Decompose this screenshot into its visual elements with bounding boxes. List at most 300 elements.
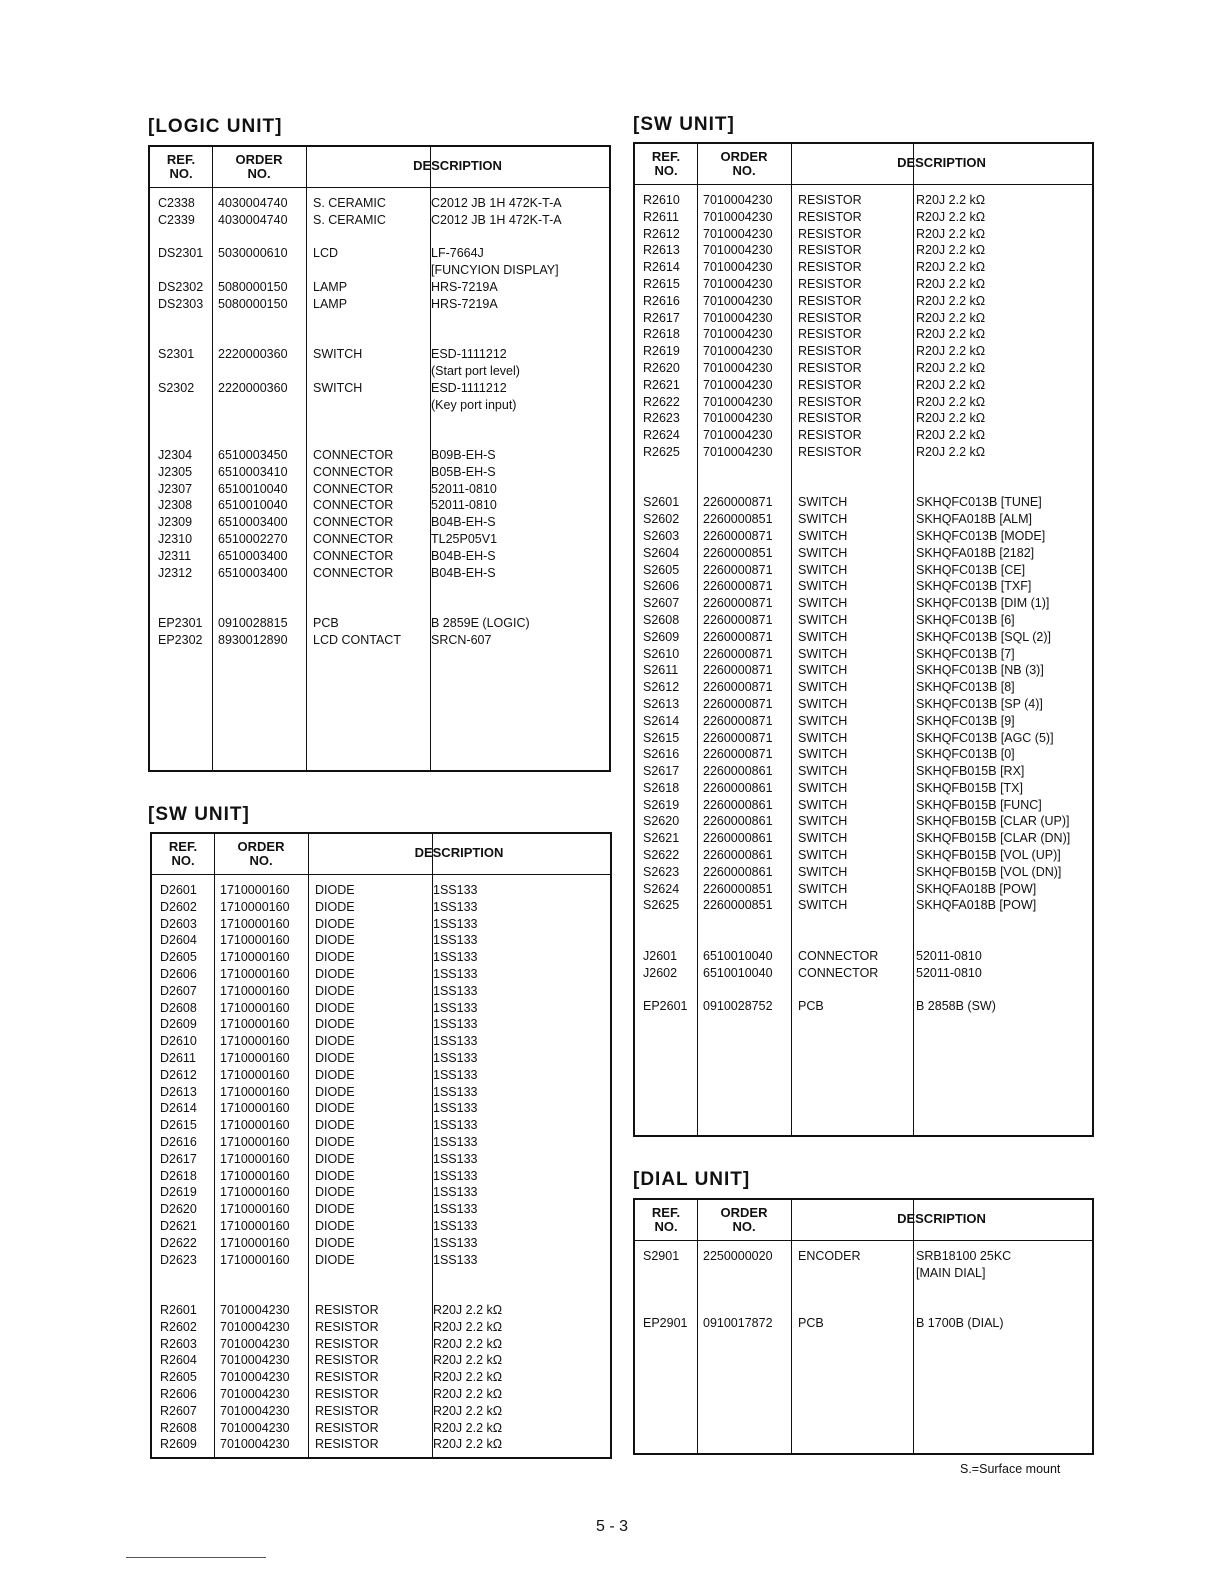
table-row xyxy=(152,1201,610,1218)
table-row xyxy=(635,293,1092,310)
description-cell: DIODE xyxy=(315,1168,355,1183)
ref-no-cell: EP2301 xyxy=(158,615,203,630)
table-row xyxy=(635,394,1092,411)
description-cell: DIODE xyxy=(315,1000,355,1015)
part-spec-cell: 1SS133 xyxy=(433,1017,478,1032)
table-row xyxy=(150,531,609,548)
table-row xyxy=(635,427,1092,444)
ref-no-cell: R2617 xyxy=(643,310,680,325)
description-cell: PCB xyxy=(798,1316,824,1331)
table-row xyxy=(635,343,1092,360)
order-no-cell: 2260000851 xyxy=(703,545,773,560)
order-no-cell: 0910017872 xyxy=(703,1316,773,1331)
table-row xyxy=(635,830,1092,847)
description-cell: RESISTOR xyxy=(798,394,862,409)
description-cell: RESISTOR xyxy=(798,260,862,275)
description-cell: DIODE xyxy=(315,899,355,914)
ref-no-cell: D2615 xyxy=(160,1118,197,1133)
ref-no-cell: S2603 xyxy=(643,528,680,543)
ref-no-cell: J2307 xyxy=(158,481,193,496)
ref-no-cell: D2601 xyxy=(160,883,197,897)
description-cell: CONNECTOR xyxy=(313,464,394,479)
description-cell: SWITCH xyxy=(798,512,848,527)
order-no-cell: 4030004740 xyxy=(218,196,288,210)
part-spec-cell: 1SS133 xyxy=(433,1168,478,1183)
description-cell: CONNECTOR xyxy=(313,565,394,580)
table-row xyxy=(152,1235,610,1252)
table-body xyxy=(635,192,1092,1015)
part-spec-cell: R20J 2.2 kΩ xyxy=(916,444,986,459)
description-cell: RESISTOR xyxy=(798,444,862,459)
part-spec-cell: 1SS133 xyxy=(433,1151,478,1166)
part-spec-cell: 1SS133 xyxy=(433,1134,478,1149)
header-divider xyxy=(635,184,1092,185)
part-spec-cell: 1SS133 xyxy=(433,1118,478,1133)
order-no-cell: 5080000150 xyxy=(218,296,288,311)
table-body xyxy=(635,1248,1092,1332)
part-spec-cell: TL25P05V1 xyxy=(431,531,498,546)
order-no-cell: 1710000160 xyxy=(220,1084,290,1099)
table-body xyxy=(150,195,609,649)
table-row xyxy=(635,494,1092,511)
table-row xyxy=(152,1319,610,1336)
order-no-cell: 7010004230 xyxy=(220,1370,290,1385)
part-spec-cell: SKHQFC013B [AGC (5)] xyxy=(916,730,1054,745)
table-row xyxy=(150,380,609,397)
part-spec-cell: ESD-1111212 xyxy=(431,380,507,395)
order-no-cell: 1710000160 xyxy=(220,1034,290,1049)
ref-no-cell: S2302 xyxy=(158,380,195,395)
description-cell: SWITCH xyxy=(798,528,848,543)
part-spec-cell: 1SS133 xyxy=(433,1185,478,1200)
description-cell: SWITCH xyxy=(798,780,848,795)
table-row xyxy=(635,562,1092,579)
table-row xyxy=(150,279,609,296)
ref-no-cell: R2615 xyxy=(643,276,680,291)
ref-no-cell: D2611 xyxy=(160,1050,196,1065)
part-spec-cell: 52011-0810 xyxy=(431,498,497,513)
blank-row xyxy=(150,430,609,447)
part-spec-cell: 1SS133 xyxy=(433,883,478,897)
part-spec-cell: (Key port input) xyxy=(431,397,517,412)
order-no-cell: 7010004230 xyxy=(703,344,773,359)
description-cell: DIODE xyxy=(315,1067,355,1082)
description-cell: CONNECTOR xyxy=(798,965,879,980)
description-cell: DIODE xyxy=(315,950,355,965)
order-no-cell: 7010004230 xyxy=(220,1403,290,1418)
order-no-cell: 2260000861 xyxy=(703,780,773,795)
description-cell: DIODE xyxy=(315,1017,355,1032)
part-spec-cell: SKHQFA018B [2182] xyxy=(916,545,1035,560)
table-row xyxy=(152,1369,610,1386)
part-spec-cell: R20J 2.2 kΩ xyxy=(916,394,986,409)
table-row xyxy=(152,1050,610,1067)
order-no-cell: 7010004230 xyxy=(703,193,773,207)
ref-no-cell: S2613 xyxy=(643,696,680,711)
description-cell: LAMP xyxy=(313,296,348,311)
part-spec-cell: SKHQFB015B [RX] xyxy=(916,764,1025,779)
blank-row xyxy=(635,931,1092,948)
part-spec-cell: SKHQFB015B [CLAR (DN)] xyxy=(916,831,1071,846)
ref-no-cell: D2603 xyxy=(160,916,197,931)
order-no-cell: 1710000160 xyxy=(220,916,290,931)
part-spec-cell: B04B-EH-S xyxy=(431,565,496,580)
order-no-cell: 2260000871 xyxy=(703,579,773,594)
ref-no-cell: S2604 xyxy=(643,545,680,560)
table-row xyxy=(152,932,610,949)
description-cell: RESISTOR xyxy=(315,1319,379,1334)
description-cell: DIODE xyxy=(315,883,355,897)
blank-row xyxy=(635,914,1092,931)
table-row xyxy=(150,363,609,380)
description-cell: PCB xyxy=(798,999,824,1014)
order-no-cell: 2260000871 xyxy=(703,596,773,611)
order-no-cell: 2260000871 xyxy=(703,528,773,543)
order-no-cell: 2260000861 xyxy=(703,831,773,846)
table-row xyxy=(635,679,1092,696)
order-no-cell: 2260000861 xyxy=(703,848,773,863)
description-cell: SWITCH xyxy=(798,713,848,728)
ref-no-cell: R2607 xyxy=(160,1403,197,1418)
order-no-cell: 7010004230 xyxy=(703,209,773,224)
ref-no-cell: D2623 xyxy=(160,1252,197,1267)
description-cell: CONNECTOR xyxy=(313,515,394,530)
table-row xyxy=(635,847,1092,864)
description-cell: SWITCH xyxy=(798,545,848,560)
table-row xyxy=(150,212,609,229)
ref-no-cell: S2615 xyxy=(643,730,680,745)
table-row xyxy=(635,713,1092,730)
table-row xyxy=(152,1084,610,1101)
table-row xyxy=(152,1386,610,1403)
table-row xyxy=(635,948,1092,965)
order-no-cell: 1710000160 xyxy=(220,883,290,897)
order-no-cell: 7010004230 xyxy=(220,1437,290,1452)
table-row xyxy=(635,259,1092,276)
ref-no-cell: R2601 xyxy=(160,1302,197,1317)
description-cell: DIODE xyxy=(315,1084,355,1099)
part-spec-cell: SKHQFA018B [POW] xyxy=(916,881,1037,896)
table-row xyxy=(635,998,1092,1015)
order-no-cell: 1710000160 xyxy=(220,966,290,981)
part-spec-cell: 52011-0810 xyxy=(431,481,497,496)
part-spec-cell: 1SS133 xyxy=(433,1101,478,1116)
order-no-cell: 0910028815 xyxy=(218,615,288,630)
table-row xyxy=(150,615,609,632)
table-row xyxy=(635,511,1092,528)
part-spec-cell: SKHQFC013B [0] xyxy=(916,747,1015,762)
order-no-cell: 6510010040 xyxy=(218,481,288,496)
order-no-cell: 2260000871 xyxy=(703,629,773,644)
order-no-cell: 2260000871 xyxy=(703,680,773,695)
description-cell: S. CERAMIC xyxy=(313,196,386,210)
ref-no-cell: R2605 xyxy=(160,1370,197,1385)
table-row xyxy=(150,195,609,212)
table-row xyxy=(152,1252,610,1269)
part-spec-cell: SKHQFC013B [TUNE] xyxy=(916,495,1042,510)
part-spec-cell: 1SS133 xyxy=(433,1235,478,1250)
table-row xyxy=(635,1315,1092,1332)
description-cell: RESISTOR xyxy=(315,1336,379,1351)
table-row xyxy=(150,565,609,582)
ref-no-cell: R2606 xyxy=(160,1386,197,1401)
table-row xyxy=(635,242,1092,259)
description-cell: RESISTOR xyxy=(798,344,862,359)
blank-row xyxy=(635,461,1092,478)
table-row xyxy=(150,548,609,565)
table-row xyxy=(635,1265,1092,1282)
description-cell: RESISTOR xyxy=(798,360,862,375)
table-row xyxy=(152,1067,610,1084)
order-no-cell: 7010004230 xyxy=(703,377,773,392)
description-cell: RESISTOR xyxy=(315,1370,379,1385)
table-row xyxy=(635,377,1092,394)
table-row xyxy=(150,497,609,514)
order-no-cell: 6510003400 xyxy=(218,565,288,580)
order-no-cell: 1710000160 xyxy=(220,1218,290,1233)
table-row xyxy=(635,730,1092,747)
part-spec-cell: SKHQFC013B [MODE] xyxy=(916,528,1046,543)
order-no-cell: 2260000871 xyxy=(703,730,773,745)
order-no-cell: 2260000871 xyxy=(703,663,773,678)
part-spec-cell: 1SS133 xyxy=(433,1067,478,1082)
part-spec-cell: SRB18100 25KC xyxy=(916,1249,1012,1263)
ref-no-cell: DS2301 xyxy=(158,246,204,261)
description-cell: DIODE xyxy=(315,1134,355,1149)
part-spec-cell: B 1700B (DIAL) xyxy=(916,1316,1004,1331)
description-header: DESCRIPTION xyxy=(897,155,986,170)
ref-no-cell: EP2302 xyxy=(158,632,203,647)
ref-no-cell: D2614 xyxy=(160,1101,197,1116)
ref-no-cell: R2623 xyxy=(643,411,680,426)
order-no-cell: 2260000871 xyxy=(703,696,773,711)
ref-no-cell: R2618 xyxy=(643,327,680,342)
order-no-cell: 2260000851 xyxy=(703,881,773,896)
part-spec-cell: R20J 2.2 kΩ xyxy=(433,1386,503,1401)
order-no-cell: 1710000160 xyxy=(220,1017,290,1032)
header-divider xyxy=(152,874,610,875)
header-divider xyxy=(635,1240,1092,1241)
ref-no-cell: R2604 xyxy=(160,1353,197,1368)
part-spec-cell: SKHQFA018B [POW] xyxy=(916,898,1037,913)
description-cell: DIODE xyxy=(315,933,355,948)
order-no-cell: 6510003450 xyxy=(218,447,288,462)
part-spec-cell: R20J 2.2 kΩ xyxy=(433,1403,503,1418)
description-cell: CONNECTOR xyxy=(313,548,394,563)
part-spec-cell: SKHQFC013B [8] xyxy=(916,680,1015,695)
blank-row xyxy=(150,329,609,346)
description-cell: ENCODER xyxy=(798,1249,861,1263)
description-cell: CONNECTOR xyxy=(313,498,394,513)
order-no-cell: 2260000851 xyxy=(703,512,773,527)
part-spec-cell: R20J 2.2 kΩ xyxy=(433,1302,503,1317)
ref-no-cell: J2304 xyxy=(158,447,193,462)
table-row xyxy=(635,276,1092,293)
table-row xyxy=(150,447,609,464)
table-row xyxy=(635,629,1092,646)
order-no-cell: 7010004230 xyxy=(220,1420,290,1435)
order-no-cell: 7010004230 xyxy=(703,276,773,291)
part-spec-cell: 1SS133 xyxy=(433,899,478,914)
ref-no-cell: J2310 xyxy=(158,531,193,546)
ref-no-cell: R2624 xyxy=(643,428,680,443)
part-spec-cell: 1SS133 xyxy=(433,1084,478,1099)
description-cell: RESISTOR xyxy=(798,293,862,308)
part-spec-cell: B04B-EH-S xyxy=(431,548,496,563)
part-spec-cell: SKHQFB015B [VOL (DN)] xyxy=(916,864,1062,879)
part-spec-cell: SKHQFC013B [7] xyxy=(916,646,1015,661)
order-no-cell: 7010004230 xyxy=(703,394,773,409)
description-cell: SWITCH xyxy=(798,797,848,812)
ref-no-cell: R2614 xyxy=(643,260,680,275)
description-cell: DIODE xyxy=(315,1034,355,1049)
ref-no-cell: C2338 xyxy=(158,196,195,210)
part-spec-cell: R20J 2.2 kΩ xyxy=(916,193,986,207)
order-no-cell: 2260000871 xyxy=(703,747,773,762)
order-no-cell: 1710000160 xyxy=(220,1202,290,1217)
part-spec-cell: SKHQFC013B [SQL (2)] xyxy=(916,629,1051,644)
order-no-cell: 1710000160 xyxy=(220,1151,290,1166)
ref-no-cell: J2309 xyxy=(158,515,193,530)
blank-row xyxy=(150,598,609,615)
order-no-cell: 2260000871 xyxy=(703,612,773,627)
blank-row xyxy=(635,478,1092,495)
ref-no-cell: D2609 xyxy=(160,1017,197,1032)
description-cell: DIODE xyxy=(315,1235,355,1250)
table-row xyxy=(150,346,609,363)
ref-no-cell: DS2303 xyxy=(158,296,204,311)
order-no-cell: 5030000610 xyxy=(218,246,288,261)
ref-no-cell: S2617 xyxy=(643,764,680,779)
table-row xyxy=(152,966,610,983)
table-row xyxy=(152,983,610,1000)
ref-no-cell: S2624 xyxy=(643,881,680,896)
order-no-cell: 2260000861 xyxy=(703,764,773,779)
blank-row xyxy=(152,1268,610,1285)
description-cell: CONNECTOR xyxy=(798,948,879,963)
part-spec-cell: B05B-EH-S xyxy=(431,464,496,479)
order-no-cell: 7010004230 xyxy=(703,243,773,258)
order-no-cell: 1710000160 xyxy=(220,1101,290,1116)
part-spec-cell: 1SS133 xyxy=(433,1050,478,1065)
description-cell: RESISTOR xyxy=(798,243,862,258)
part-spec-cell: SKHQFB015B [VOL (UP)] xyxy=(916,848,1061,863)
blank-row xyxy=(635,1282,1092,1299)
ref-no-cell: S2616 xyxy=(643,747,680,762)
order-no-cell: 7010004230 xyxy=(220,1386,290,1401)
ref-no-cell: S2605 xyxy=(643,562,680,577)
description-cell: RESISTOR xyxy=(798,193,862,207)
part-spec-cell: R20J 2.2 kΩ xyxy=(916,310,986,325)
table-row xyxy=(152,1420,610,1437)
logic-unit-table xyxy=(148,145,611,772)
part-spec-cell: C2012 JB 1H 472K-T-A xyxy=(431,196,562,210)
description-cell: PCB xyxy=(313,615,339,630)
part-spec-cell: SRCN-607 xyxy=(431,632,492,647)
ref-no-header: REF. NO. xyxy=(651,1205,681,1234)
logic-unit-title: [LOGIC UNIT] xyxy=(148,116,283,137)
part-spec-cell: SKHQFB015B [TX] xyxy=(916,780,1023,795)
description-cell: RESISTOR xyxy=(798,276,862,291)
ref-no-cell: R2603 xyxy=(160,1336,197,1351)
part-spec-cell: SKHQFC013B [6] xyxy=(916,612,1015,627)
order-no-header: ORDER NO. xyxy=(720,1205,768,1234)
part-spec-cell: 1SS133 xyxy=(433,1202,478,1217)
table-row xyxy=(150,481,609,498)
order-no-cell: 1710000160 xyxy=(220,933,290,948)
part-spec-cell: R20J 2.2 kΩ xyxy=(433,1370,503,1385)
table-row xyxy=(152,1100,610,1117)
description-cell: SWITCH xyxy=(798,898,848,913)
part-spec-cell: R20J 2.2 kΩ xyxy=(433,1319,503,1334)
table-row xyxy=(152,916,610,933)
description-cell: S. CERAMIC xyxy=(313,212,386,227)
part-spec-cell: 1SS133 xyxy=(433,983,478,998)
table-row xyxy=(635,226,1092,243)
part-spec-cell: (Start port level) xyxy=(431,363,520,378)
description-cell: RESISTOR xyxy=(798,310,862,325)
ref-no-cell: S2609 xyxy=(643,629,680,644)
table-row xyxy=(152,949,610,966)
ref-no-cell: S2608 xyxy=(643,612,680,627)
description-cell: RESISTOR xyxy=(315,1437,379,1452)
table-row xyxy=(635,965,1092,982)
order-no-cell: 1710000160 xyxy=(220,983,290,998)
ref-no-cell: J2311 xyxy=(158,548,192,563)
ref-no-cell: S2611 xyxy=(643,663,679,678)
ref-no-cell: R2620 xyxy=(643,360,680,375)
table-body xyxy=(152,882,610,1453)
part-spec-cell: R20J 2.2 kΩ xyxy=(433,1353,503,1368)
part-spec-cell: R20J 2.2 kΩ xyxy=(916,360,986,375)
order-no-cell: 1710000160 xyxy=(220,1252,290,1267)
table-row xyxy=(152,1151,610,1168)
part-spec-cell: HRS-7219A xyxy=(431,279,498,294)
blank-row xyxy=(635,1298,1092,1315)
description-cell: SWITCH xyxy=(798,814,848,829)
table-row xyxy=(152,1352,610,1369)
order-no-header: ORDER NO. xyxy=(720,149,768,178)
part-spec-cell: B09B-EH-S xyxy=(431,447,496,462)
table-row xyxy=(150,632,609,649)
order-no-cell: 6510003400 xyxy=(218,515,288,530)
table-row xyxy=(635,192,1092,209)
order-no-cell: 7010004230 xyxy=(703,428,773,443)
table-row xyxy=(635,410,1092,427)
description-cell: SWITCH xyxy=(798,831,848,846)
part-spec-cell: R20J 2.2 kΩ xyxy=(916,260,986,275)
ref-no-cell: EP2601 xyxy=(643,999,688,1014)
order-no-cell: 7010004230 xyxy=(703,226,773,241)
ref-no-cell: R2616 xyxy=(643,293,680,308)
part-spec-cell: R20J 2.2 kΩ xyxy=(433,1336,503,1351)
order-no-cell: 7010004230 xyxy=(220,1353,290,1368)
order-no-cell: 2260000851 xyxy=(703,898,773,913)
description-cell: SWITCH xyxy=(798,663,848,678)
description-cell: RESISTOR xyxy=(798,411,862,426)
order-no-cell: 7010004230 xyxy=(703,310,773,325)
table-row xyxy=(152,1117,610,1134)
ref-no-cell: D2617 xyxy=(160,1151,197,1166)
description-cell: DIODE xyxy=(315,1101,355,1116)
order-no-cell: 7010004230 xyxy=(703,444,773,459)
ref-no-cell: D2621 xyxy=(160,1218,197,1233)
table-row xyxy=(635,763,1092,780)
table-row xyxy=(635,545,1092,562)
description-cell: RESISTOR xyxy=(315,1420,379,1435)
description-cell: SWITCH xyxy=(798,646,848,661)
ref-no-cell: EP2901 xyxy=(643,1316,688,1331)
